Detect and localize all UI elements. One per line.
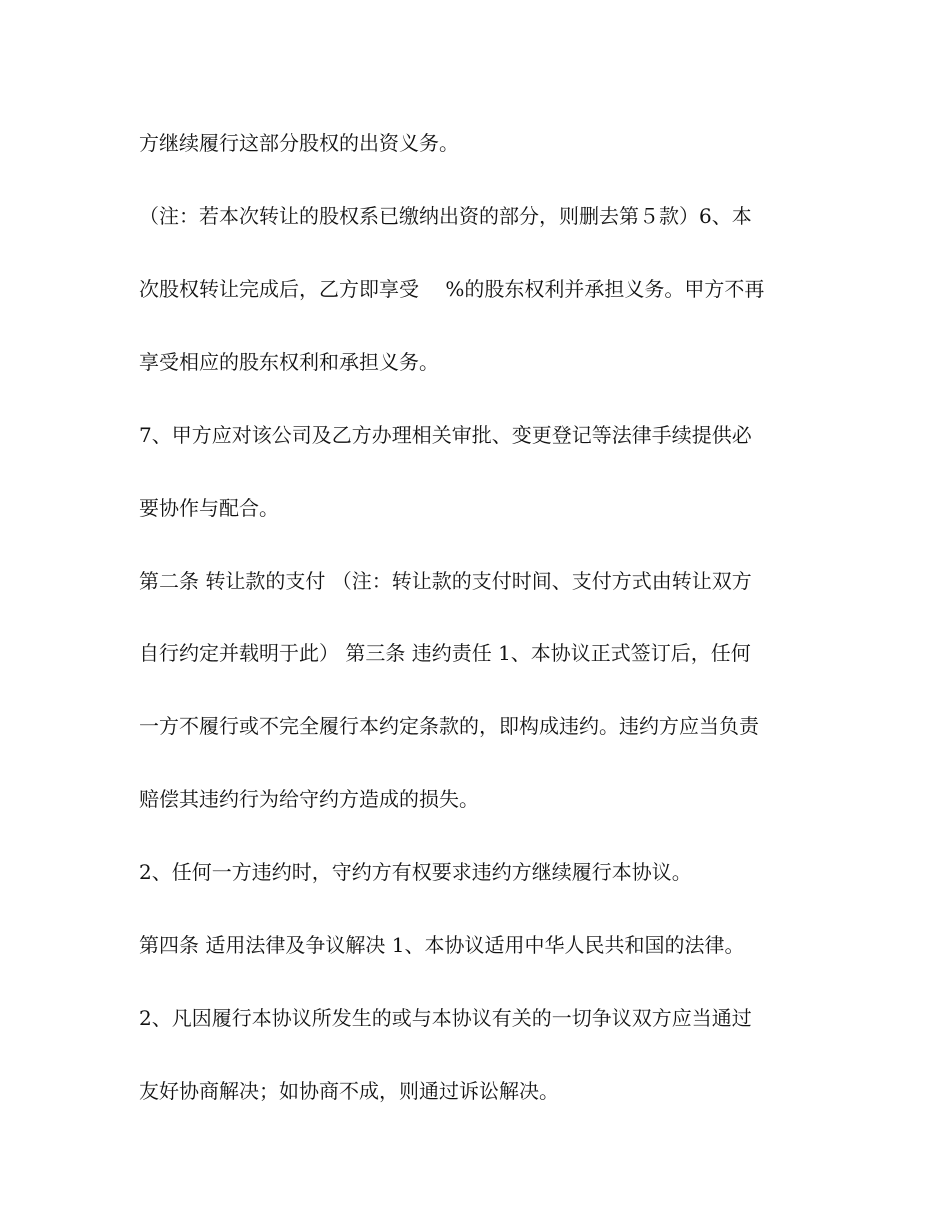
text-line-13: 2、凡因履行本协议所发生的或与本协议有关的一切争议双方应当通过 (139, 1006, 752, 1030)
text-line-14: 友好协商解决；如协商不成，则通过诉讼解决。 (139, 1079, 559, 1103)
text-line-8: 自行约定并载明于此） 第三条 违约责任 1、本协议正式签订后，任何 (139, 641, 751, 665)
text-line-6: 要协作与配合。 (139, 496, 279, 520)
text-line-3: 次股权转让完成后，乙方即享受 %的股东权利并承担义务。甲方不再 (139, 277, 765, 301)
text-line-2: （注：若本次转让的股权系已缴纳出资的部分，则删去第５款）6、本 (139, 204, 752, 228)
text-line-7: 第二条 转让款的支付 （注：转让款的支付时间、支付方式由转让双方 (139, 569, 752, 593)
text-line-12: 第四条 适用法律及争议解决 1、本协议适用中华人民共和国的法律。 (139, 933, 745, 957)
text-line-1: 方继续履行这部分股权的出资义务。 (139, 131, 459, 155)
text-line-5: 7、甲方应对该公司及乙方办理相关审批、变更登记等法律手续提供必 (139, 423, 752, 447)
text-line-4: 享受相应的股东权利和承担义务。 (139, 350, 439, 374)
text-line-10: 赔偿其违约行为给守约方造成的损失。 (139, 787, 479, 811)
text-line-11: 2、任何一方违约时，守约方有权要求违约方继续履行本协议。 (139, 860, 692, 884)
text-line-9: 一方不履行或不完全履行本约定条款的，即构成违约。违约方应当负责 (139, 714, 759, 738)
